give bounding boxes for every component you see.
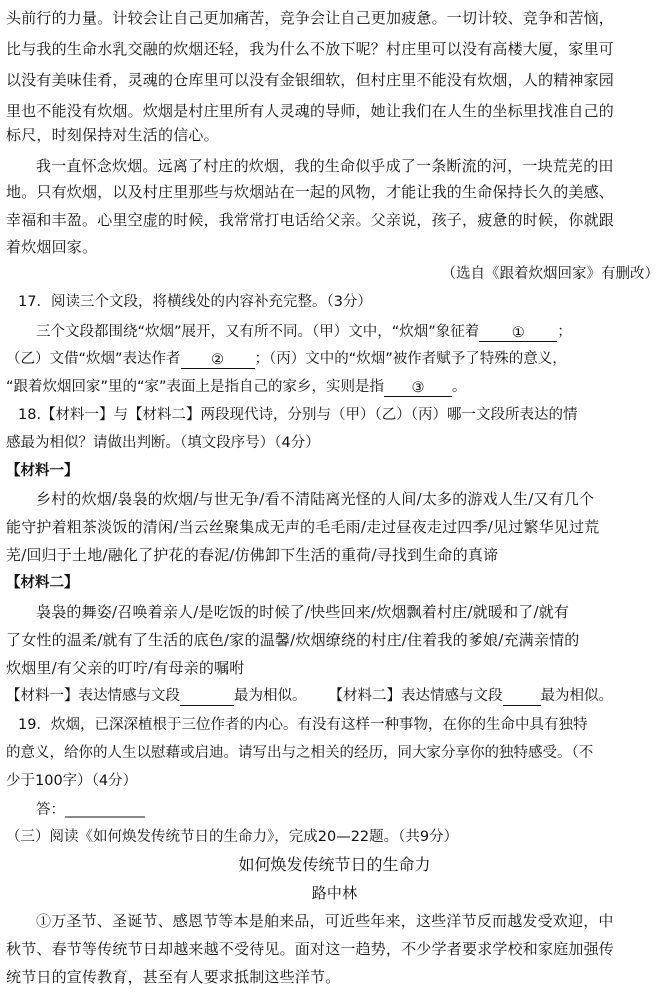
passage-line: 标尺，时刻保持对生活的信心。 [6,126,219,144]
article-line: ①万圣节、圣诞节、感恩节等本是舶来品，可近些年来，这些洋节反而越发受欢迎，中 [36,912,614,930]
article-line: 秋节、春节等传统节日却越来越不受待见。面对这一趋势，不少学者要求学校和家庭加强传 [6,940,615,958]
material-2-line: 了女性的温柔/就有了生活的底色/家的温馨/炊烟缭绕的村庄/住着我的爹娘/充满亲情的 [6,631,580,649]
q17-line-2: （乙）文借“炊烟”表达作者 ② ；（丙）文中的“炊烟”被作者赋予了特殊的意义， [6,351,567,368]
passage-line: 以没有美味佳肴，灵魂的仓库里可以没有金银细软，但村庄里不能没有炊烟，人的精神家园 [6,71,615,89]
article-author: 路中林 [311,884,358,902]
q18-blank-1[interactable] [180,687,234,706]
passage-line: 幸福和丰盈。心里空虚的时候，我常常打电话给父亲。父亲说，孩子，疲惫的时候，你就跟 [6,211,615,229]
q18-stem: 感最为相似？请做出判断。（填文段序号）（4分） [6,435,320,451]
passage-line: 比与我的生命水乳交融的炊烟还轻，我为什么不放下呢？村庄里可以没有高楼大厦，家里可 [6,40,615,58]
q17-stem: 17．阅读三个文段，将横线处的内容补充完整。（3分） [18,294,372,310]
article-line: 统节日的宣传教育，甚至有人要求抵制这些洋节。 [6,968,341,986]
material-1-line: 乡村的炊烟/袅袅的炊烟/与世无争/看不清陆离光怪的人间/太多的游戏人生/又有几个 [36,490,595,508]
passage-line: 着炊烟回家。 [6,238,98,256]
material-2-line: 袅袅的舞姿/召唤着亲人/是吃饭的时候了/快些回来/炊烟飘着村庄/就暖和了/就有 [36,603,570,621]
q17-blank-2[interactable]: ② [181,350,255,369]
q19-stem: 19．炊烟，已深深植根于三位作者的内心。有没有这样一种事物，在你的生命中具有独特 [18,717,588,733]
q18-answer-line: 【材料一】表达情感与文段 最为相似。 【材料二】表达情感与文段 最为相似。 [6,688,613,704]
passage-line: 我一直怀念炊烟。远离了村庄的炊烟，我的生命似乎成了一条断流的河，一块荒芜的田 [36,157,614,175]
passage-line: 地。只有炊烟，以及村庄里那些与炊烟站在一起的风物，才能让我的生命保持长久的美感、 [6,183,615,201]
article-title: 如何焕发传统节日的生命力 [238,855,431,874]
q19-answer[interactable]: 答：___________ [36,802,145,818]
q17-blank-1[interactable]: ① [479,323,557,342]
q17-line-3: “跟着炊烟回家”里的“家”表面上是指自己的家乡，实则是指 ③ 。 [6,379,467,396]
material-2-line: 炊烟里/有父亲的叮咛/有母亲的嘱咐 [6,659,245,677]
q17-line-1: 三个文段都围绕“炊烟”展开，又有所不同。（甲）文中，“炊烟”象征着 ① ； [36,324,572,341]
passage-line: 头前行的力量。计较会让自己更加痛苦，竞争会让自己更加疲惫。一切计较、竞争和苦恼， [6,9,615,27]
q17-blank-3[interactable]: ③ [384,378,452,397]
passage-source: （选自《跟着炊烟回家》有删改） [441,266,659,282]
material-2-title: 【材料二】 [6,575,79,591]
passage-line: 里也不能没有炊烟。炊烟是村庄里所有人灵魂的导师，她让我们在人生的坐标里找准自己的 [6,102,615,120]
q18-blank-2[interactable] [503,687,541,706]
section-3-heading: （三）阅读《如何焕发传统节日的生命力》，完成20—22题。（共9分） [6,829,459,845]
q18-stem: 18.【材料一】与【材料二】两段现代诗，分别与（甲）（乙）（丙）哪一文段所表达的情 [18,407,578,423]
q19-stem: 少于100字）（4分） [6,773,138,789]
material-1-line: 能守护着粗茶淡饭的清闲/当云丝聚集成无声的毛毛雨/走过昼夜走过四季/见过繁华见过荒 [6,518,600,536]
material-1-title: 【材料一】 [6,463,79,479]
q19-stem: 的意义，给你的人生以慰藉或启迪。请写出与之相关的经历，同大家分享你的独特感受。（不 [6,745,594,761]
material-1-line: 芜/回归于土地/融化了护花的春泥/仿佛卸下生活的重荷/寻找到生命的真谛 [6,546,499,564]
